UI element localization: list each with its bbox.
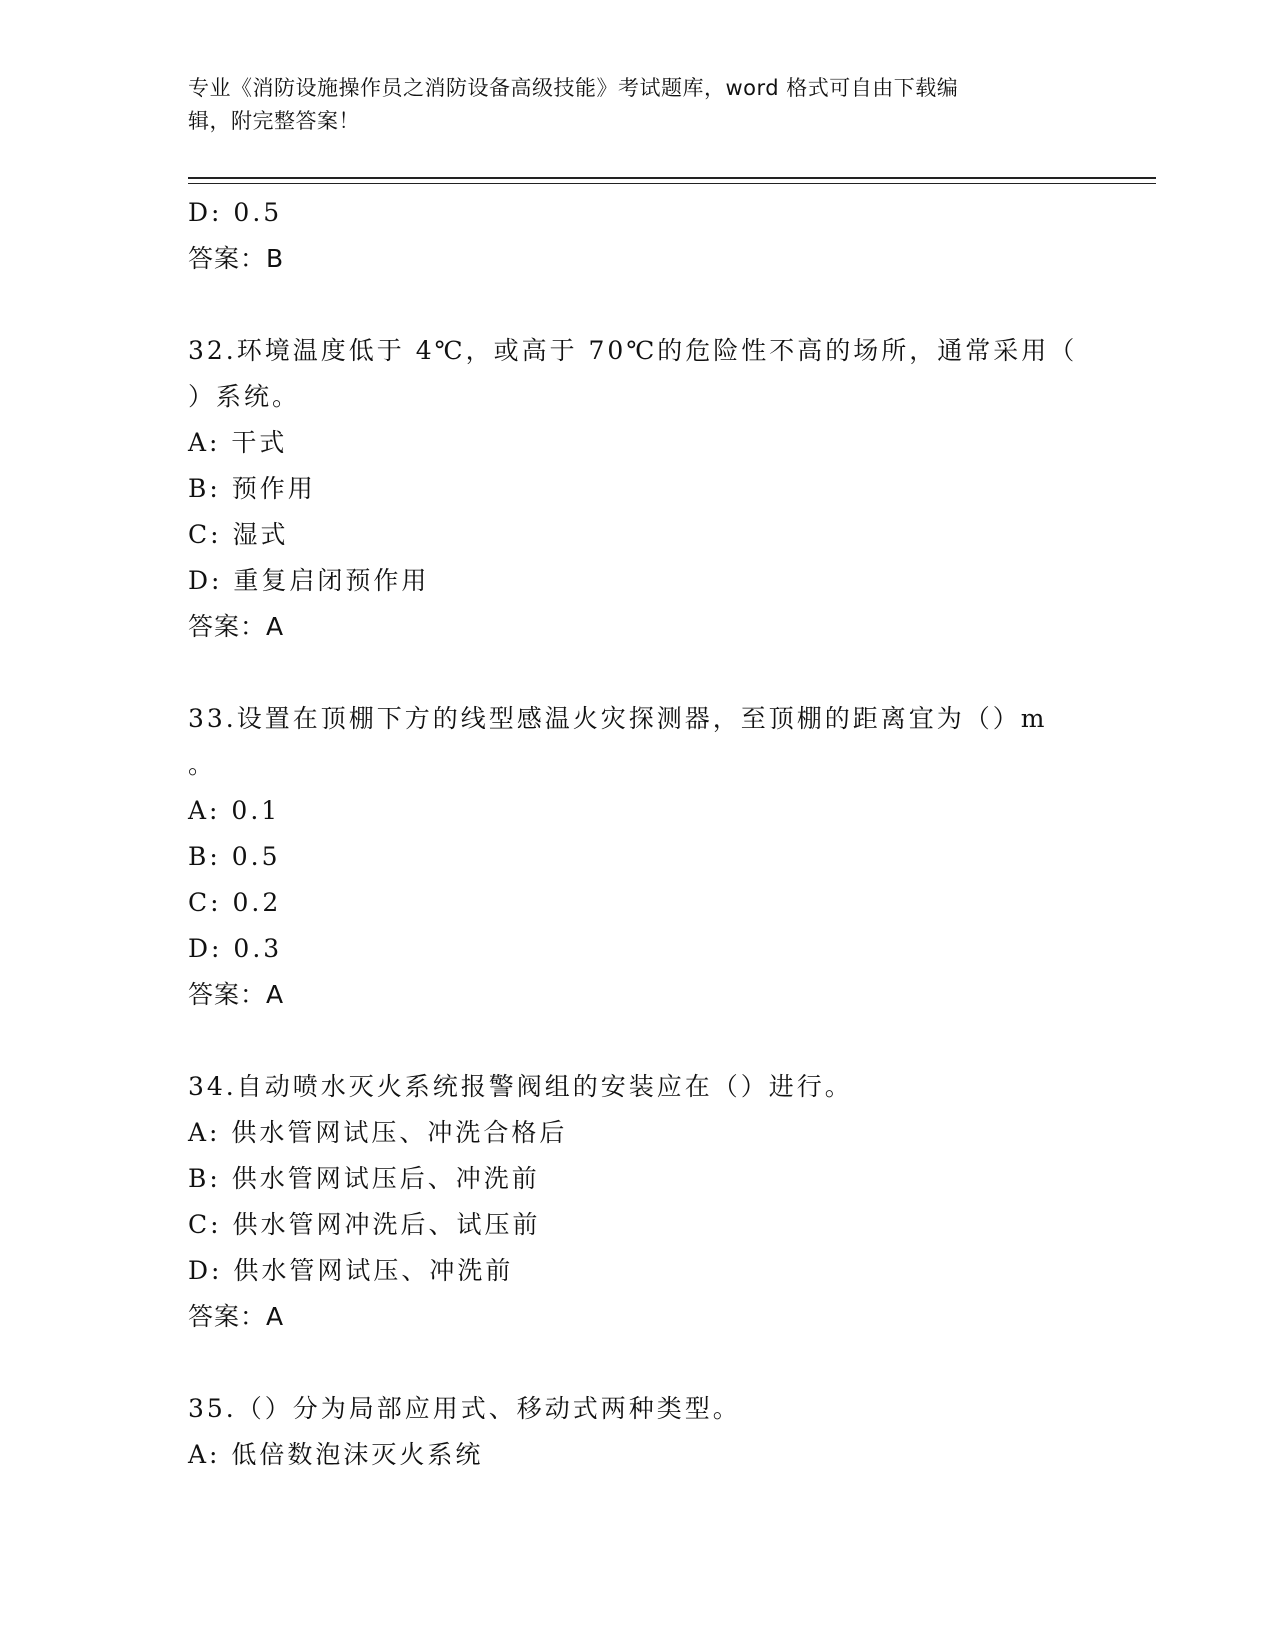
spacer <box>188 1340 1088 1386</box>
option-d: D: 重复启闭预作用 <box>188 566 430 595</box>
option-b: B: 0.5 <box>188 842 281 871</box>
option-a: A: 干式 <box>188 428 288 457</box>
question-32 <box>188 328 1088 650</box>
header-line-2: 辑，附完整答案！ <box>188 109 360 133</box>
question-stem-cont: ）系统。 <box>188 382 301 411</box>
answer-line: 答案：B <box>188 244 285 273</box>
option-b: B: 供水管网试压后、冲洗前 <box>188 1164 540 1193</box>
option-c: C: 0.2 <box>188 888 282 917</box>
option-c: C: 供水管网冲洗后、试压前 <box>188 1210 541 1239</box>
option-a: A: 供水管网试压、冲洗合格后 <box>188 1118 568 1147</box>
answer-line: 答案：A <box>188 612 285 641</box>
spacer <box>188 282 1088 328</box>
option-b: B: 预作用 <box>188 474 316 503</box>
spacer <box>188 650 1088 696</box>
option-a: A: 0.1 <box>188 796 281 825</box>
page-header <box>188 72 1068 138</box>
answer-line: 答案：A <box>188 980 285 1009</box>
question-35 <box>188 1386 1088 1478</box>
question-stem: 32.环境温度低于 4℃，或高于 70℃的危险性不高的场所，通常采用（ <box>188 336 1078 365</box>
previous-question-tail <box>188 190 1088 282</box>
question-list <box>188 190 1088 1478</box>
option-a: A: 低倍数泡沫灭火系统 <box>188 1440 484 1469</box>
option-c: C: 湿式 <box>188 520 289 549</box>
header-line-1: 专业《消防设施操作员之消防设备高级技能》考试题库，word 格式可自由下载编 <box>188 76 959 100</box>
answer-line: 答案：A <box>188 1302 285 1331</box>
question-stem: 35.（）分为局部应用式、移动式两种类型。 <box>188 1394 741 1423</box>
header-divider-thick <box>188 177 1156 179</box>
question-stem-cont: 。 <box>188 750 217 779</box>
spacer <box>188 1018 1088 1064</box>
question-stem: 34.自动喷水灭火系统报警阀组的安装应在（）进行。 <box>188 1072 853 1101</box>
option-d: D: 0.3 <box>188 934 283 963</box>
question-33 <box>188 696 1088 1018</box>
header-divider-thin <box>188 183 1156 184</box>
question-stem: 33.设置在顶棚下方的线型感温火灾探测器，至顶棚的距离宜为（）m <box>188 704 1048 733</box>
option-d: D: 0.5 <box>188 198 283 227</box>
question-34 <box>188 1064 1088 1340</box>
option-d: D: 供水管网试压、冲洗前 <box>188 1256 514 1285</box>
